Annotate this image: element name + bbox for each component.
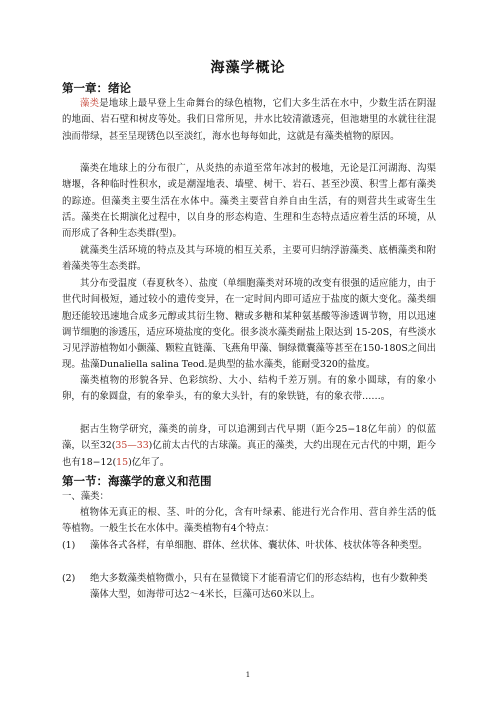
list-item-number: (1) — [62, 540, 76, 551]
highlight-number: 35—33 — [115, 440, 149, 452]
list-item-number: (2) — [62, 573, 76, 584]
section-heading: 第一节：海藻学的意义和范围 — [62, 474, 212, 488]
highlight-term: 藻类 — [80, 98, 100, 109]
highlight-number: 15 — [116, 456, 129, 468]
list-item-text: 藻体各式各样，有单细胞、群体、丝状体、囊状体、叶状体、枝状体等各种类型。 — [90, 540, 428, 551]
paragraph-distribution: 藻类在地球上的分布很广，从炎热的赤道至常年冰封的极地，无论是江河湖海、沟渠 塘堰，各种临时性积水，或是潮湿地表、墙壁、树干、岩石、甚至沙漠、积雪上都有藻类的踪迹。但藻类主要生活在水体中。藻类主要营自养自由生活，有的则营共生或寄生生活。藻类在长期演化过程中，以自身的形态构造、生理和生态特点适应着生活的环境，从而形成了各种生态类群(型)。 — [62, 163, 436, 240]
paragraph-intro-text: 是地球上最早登上生命舞台的绿色植物，它们大多生活在水中，少数生活在阴湿的地面、岩石壁和树皮等处。我们日常所见，井水比较清澈透亮，但池塘里的水就往往混浊而带绿，甚至呈现锈色以至淡红，海水也每每如此，这就是有藻类植物的原因。 — [62, 98, 436, 142]
paragraph-salinity: 其分布受温度（春夏秋冬）、盐度（单细胞藻类对环境的改变有很强的适应能力，由于世代时间极短，通过较小的遗传变异，在一定时间内即可适应于盐度的颇大变化。藻类细胞还能较迅速地合成多元醇或其衍生物、糖或多糖和某种氨基酸等渗透调节物，用以迅速调节细胞的渗透压，适应环境盐度的变化。很多淡水藻类耐盐上限达到 15-20S，有些淡水习见浮游植物如小颤藻、颗粒直链藻、飞燕角甲藻、铜绿微囊藻等甚至在150-180S之间出现。盐藻Dunaliella salina Teod.是典型的盐水藻类，能耐受320的盐度。 — [62, 278, 436, 371]
paragraph-ecology: 就藻类生活环境的特点及其与环境的相互关系，主要可归纳浮游藻类、底栖藻类和附着藻类等生态类群。 — [62, 245, 436, 273]
chapter-heading: 第一章：绪论 — [62, 81, 131, 95]
paragraph-intro — [62, 96, 436, 145]
page-number: 1 — [245, 671, 251, 679]
paragraph-origin: 据古生物学研究，藻类的前身，可以追溯到古代早期（距今25−18亿年前）的似蓝藻，以至32(35—33)亿前太古代的古球藻。真正的藻类，大约出现在元古代的中期，距今也有18−12(15)亿年了。 — [62, 424, 436, 468]
paragraph-definition: 植物体无真正的根、茎、叶的分化，含有叶绿素、能进行光合作用、营自养生活的低等植物。一般生长在水体中。藻类植物有4个特点： — [62, 507, 436, 535]
paragraph-morphology: 藻类植物的形貌各异、色彩缤纷、大小、结构千差万别。有的象小圆球，有的象小卵，有的象圆盘，有的象拳头，有的象大头针，有的象铁链，有的象衣带……。 — [62, 375, 436, 403]
document-title: 海藻学概论 — [210, 60, 286, 76]
list-heading: 一、藻类： — [62, 491, 109, 502]
list-item-text: 绝大多数藻类植物微小，只有在显微镜下才能看清它们的形态结构，也有少数种类藻体大型，如海带可达2～4米长，巨藻可达60米以上。 — [90, 573, 428, 601]
